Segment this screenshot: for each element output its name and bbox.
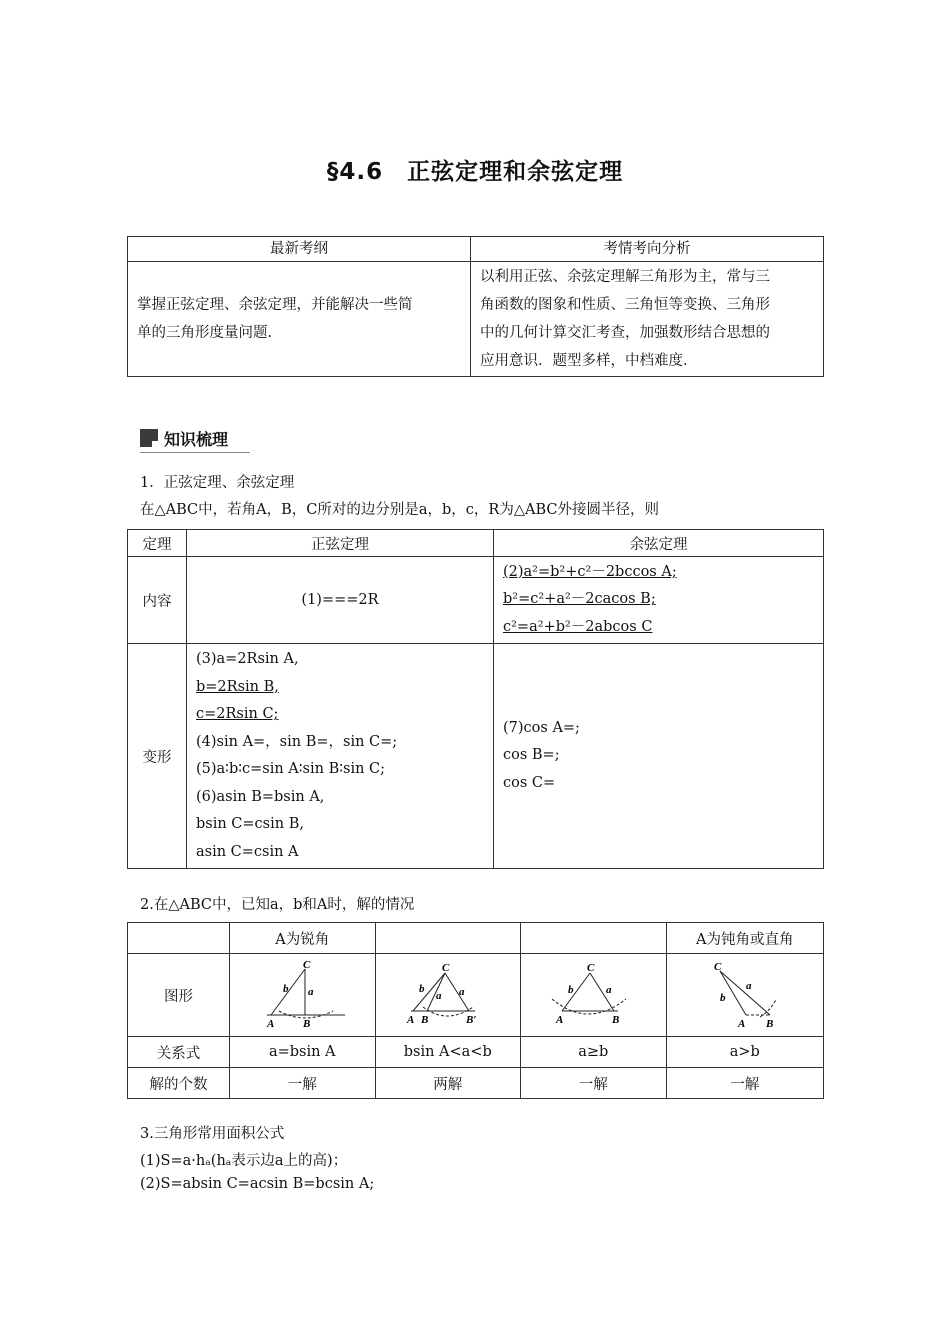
cases-corner [128, 923, 230, 954]
paragraph-1: 1．正弦定理、余弦定理 [140, 475, 295, 491]
vertex-b: B [612, 1014, 620, 1026]
vertex-c: C [441, 962, 450, 974]
vertex-b: B [420, 1014, 429, 1026]
relation-cell: a>b [666, 1037, 824, 1068]
vertex-c: C [713, 961, 722, 973]
figure-cell-1 [230, 954, 376, 1037]
cosine-content [494, 557, 824, 644]
laws-header-cosine: 余弦定理 [494, 530, 824, 557]
vertex-b-prime: B′ [465, 1014, 477, 1026]
side-b: b [719, 992, 726, 1004]
paragraph-5: (1)S=a·hₐ(hₐ表示边a上的高)； [140, 1153, 348, 1169]
vertex-a: A [737, 1018, 746, 1030]
row-label-content: 内容 [128, 557, 187, 644]
row-label-count: 解的个数 [128, 1068, 230, 1099]
vertex-b: B [303, 1018, 311, 1030]
sine-variant: (5)a∶b∶c=sin A∶sin B∶sin C; [196, 761, 386, 777]
analysis-header: 考情考向分析 [471, 237, 824, 262]
relation-cell: a≥b [521, 1037, 667, 1068]
cosine-variants [494, 644, 824, 869]
paragraph-2: 在△ABC中，若角A，B，C所对的边分别是a，b，c，R为△ABC外接圆半径，则 [140, 502, 659, 518]
syllabus-cell [128, 262, 471, 377]
side-a: a [435, 990, 442, 1002]
figure-cell-4 [666, 954, 824, 1037]
side-a: a [458, 986, 465, 998]
paragraph-4: 3.三角形常用面积公式 [140, 1126, 285, 1142]
laws-header-theorem: 定理 [128, 530, 187, 557]
row-label-variants: 变形 [128, 644, 187, 869]
sine-variant: b=2Rsin B, [196, 678, 279, 695]
cosine-variant: (7)cos A=; [503, 719, 580, 736]
sine-variant: (6)asin B=bsin A, [196, 788, 325, 805]
vertex-a: A [406, 1014, 415, 1026]
sine-content: (1)===2R [187, 557, 494, 644]
solution-cases-table [127, 922, 824, 1099]
syllabus-table [127, 236, 824, 377]
section-underline [140, 452, 250, 453]
vertex-c: C [303, 959, 311, 971]
cosine-formula: c²=a²+b²－2abcos C [503, 618, 653, 635]
sine-variant: bsin C=csin B, [196, 816, 304, 832]
figure-cell-3 [521, 954, 667, 1037]
laws-header-sine: 正弦定理 [187, 530, 494, 557]
count-cell: 一解 [230, 1068, 376, 1099]
sine-variants [187, 644, 494, 869]
sine-variant: (4)sin A=，sin B=，sin C=; [196, 733, 398, 750]
header-acute-3 [521, 923, 667, 954]
analysis-cell [471, 262, 824, 377]
header-acute: A为锐角 [230, 923, 376, 954]
row-label-figure: 图形 [128, 954, 230, 1037]
triangle-figure-obtuse [700, 959, 790, 1031]
sine-variant: c=2Rsin C; [196, 706, 279, 722]
vertex-a: A [556, 1014, 564, 1026]
row-label-relation: 关系式 [128, 1037, 230, 1068]
relation-cell: bsin A<a<b [375, 1037, 521, 1068]
side-b: b [568, 984, 574, 996]
side-a: a [308, 986, 314, 998]
syllabus-line: 掌握正弦定理、余弦定理，并能解决一些简 [137, 297, 413, 313]
page-title: §4.6 正弦定理和余弦定理 [326, 159, 624, 185]
analysis-line: 中的几何计算交汇考查，加强数形结合思想的 [480, 325, 770, 341]
section-heading-text: 知识梳理 [164, 429, 229, 449]
side-b: b [283, 983, 289, 995]
cosine-variant: cos C= [503, 774, 556, 791]
header-acute-2 [375, 923, 521, 954]
relation-cell: a=bsin A [230, 1037, 376, 1068]
syllabus-header: 最新考纲 [128, 237, 471, 262]
count-cell: 一解 [666, 1068, 824, 1099]
sine-variant: asin C=csin A [196, 843, 299, 860]
paragraph-6: (2)S=absin C=acsin B=bcsin A; [140, 1176, 375, 1192]
side-a: a [745, 980, 752, 992]
analysis-line: 角函数的图象和性质、三角恒等变换、三角形 [480, 297, 770, 313]
triangle-figure-two-solutions [403, 959, 493, 1031]
figure-cell-2 [375, 954, 521, 1037]
count-cell: 一解 [521, 1068, 667, 1099]
vertex-c: C [587, 962, 595, 974]
cosine-formula: (2)a²=b²+c²－2bccos A; [503, 563, 677, 580]
vertex-a: A [267, 1018, 275, 1030]
cosine-formula: b²=c²+a²－2cacos B; [503, 591, 656, 608]
header-obtuse: A为钝角或直角 [666, 923, 824, 954]
side-a: a [606, 984, 612, 996]
analysis-line: 应用意识．题型多样，中档难度. [480, 353, 688, 369]
vertex-b: B [765, 1018, 774, 1030]
square-icon [140, 429, 158, 447]
triangle-figure-a-ge-b [548, 959, 638, 1031]
paragraph-3: 2.在△ABC中，已知a，b和A时，解的情况 [140, 897, 415, 913]
sine-variant: (3)a=2Rsin A, [196, 651, 299, 667]
side-b: b [418, 983, 425, 995]
analysis-line: 以利用正弦、余弦定理解三角形为主，常与三 [480, 269, 770, 285]
laws-table [127, 529, 824, 869]
syllabus-line: 单的三角形度量问题. [137, 325, 273, 341]
section-heading [140, 425, 228, 451]
count-cell: 两解 [375, 1068, 521, 1099]
cosine-variant: cos B=; [503, 747, 560, 764]
triangle-figure-one-solution [257, 959, 347, 1031]
